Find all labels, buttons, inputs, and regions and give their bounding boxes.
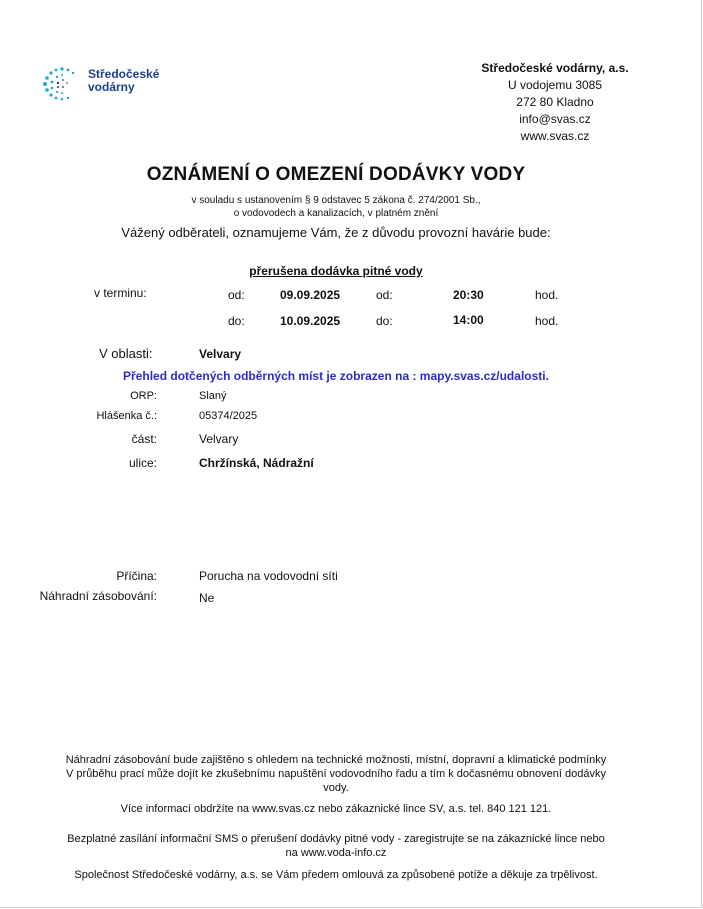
footer-p1-line-1: Náhradní zásobování bude zajištěno s ohledem na technické možnosti, místní, dopravní a klimatické podmínky — [65, 754, 607, 766]
footer-sms-info — [0, 832, 672, 860]
report-number-label: Hlášenka č.: — [96, 410, 157, 422]
water-drops-logo-icon — [40, 64, 84, 104]
street-label: ulice: — [128, 456, 157, 470]
footer-p1-line-3: vody. — [323, 782, 349, 794]
cause-value: Porucha na vodovodní síti — [199, 569, 338, 583]
street-value: Chržínská, Nádražní — [199, 456, 314, 470]
legal-line-2: o vodovodech a kanalizacích, v platném znění — [233, 208, 439, 219]
orp-label: ORP: — [130, 390, 157, 402]
term-label: v terminu: — [94, 286, 147, 300]
notice-title: OZNÁMENÍ O OMEZENÍ DODÁVKY VODY — [146, 164, 526, 185]
area-value: Velvary — [199, 347, 242, 361]
part-value: Velvary — [199, 432, 239, 446]
outage-type: přerušena dodávka pitné vody — [249, 264, 423, 278]
logo-line-2: vodárny — [88, 80, 135, 94]
company-web: www.svas.cz — [520, 129, 590, 143]
logo-line-1: Středočeské — [88, 67, 160, 81]
term-from-time-label: od: — [376, 288, 393, 302]
term-to-time: 14:00 — [453, 313, 484, 327]
cause-label: Příčina: — [116, 569, 157, 583]
footer-p3-line-2: na www.voda-info.cz — [285, 847, 387, 859]
part-label: část: — [131, 432, 157, 446]
term-to-label: do: — [228, 314, 245, 328]
report-number-value: 05374/2025 — [199, 410, 258, 422]
company-logo — [40, 64, 170, 104]
logo-wordmark — [88, 68, 159, 94]
footer-p1-line-2: V průběhu prací může dojít ke zkušebnímu napuštění vodovodního řadu a tím k dočasnému obnovení dodávky — [66, 768, 606, 780]
affected-points-map-link[interactable]: Přehled dotčených odběrných míst je zobrazen na : mapy.svas.cz/udalosti. — [123, 369, 549, 383]
term-from-unit: hod. — [535, 288, 559, 302]
term-from-label: od: — [228, 288, 245, 302]
term-from-date: 09.09.2025 — [280, 288, 341, 302]
term-to-time-label: do: — [376, 314, 393, 328]
company-city: 272 80 Kladno — [516, 95, 594, 109]
footer-substitute-info — [0, 753, 672, 795]
footer-more-info: Více informací obdržíte na www.svas.cz nebo zákaznické lince SV, a.s. tel. 840 121 121. — [120, 803, 552, 815]
term-from-time: 20:30 — [453, 288, 484, 302]
footer-p3-line-1: Bezplatné zasílání informační SMS o přerušení dodávky pitné vody - zaregistrujte se na zákaznické lince nebo — [67, 833, 605, 845]
substitute-supply-value: Ne — [199, 591, 215, 605]
term-to-date: 10.09.2025 — [280, 314, 341, 328]
company-address — [470, 60, 640, 145]
intro-text: Vážený odběrateli, oznamujeme Vám, že z důvodu provozní havárie bude: — [121, 225, 551, 240]
company-name: Středočeské vodárny, a.s. — [481, 61, 629, 75]
company-street: U vodojemu 3085 — [507, 78, 603, 92]
orp-value: Slaný — [199, 390, 227, 402]
term-to-unit: hod. — [535, 314, 559, 328]
footer-apology: Společnost Středočeské vodárny, a.s. se Vám předem omlouvá za způsobené potíže a děkuje za trpělivost. — [74, 869, 598, 881]
legal-line-1: v souladu s ustanovením § 9 odstavec 5 zákona č. 274/2001 Sb., — [191, 195, 481, 206]
legal-reference — [0, 194, 672, 220]
area-label: V oblasti: — [99, 346, 153, 361]
substitute-supply-label: Náhradní zásobování: — [39, 589, 157, 603]
company-email: info@svas.cz — [519, 112, 591, 126]
